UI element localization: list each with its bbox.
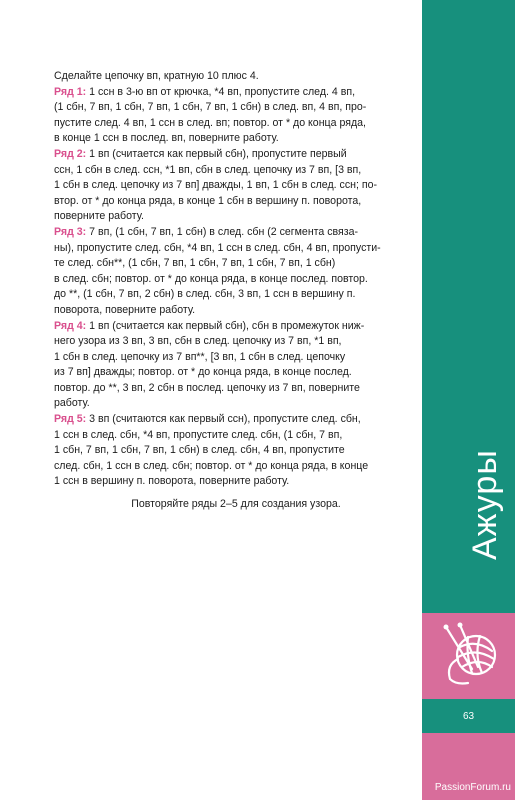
- row-label: Ряд 4:: [54, 319, 87, 332]
- row-text-line: 1 сбн в след. цепочку из 7 вп] дважды, 1 вп, 1 сбн в след. ссн; по-: [54, 179, 378, 192]
- row-text-line: 1 ссн в 3-ю вп от крючка, *4 вп, пропустите след. 4 вп,: [86, 85, 356, 98]
- row-5: [54, 412, 418, 490]
- row-label: Ряд 3:: [54, 225, 87, 238]
- row-text-line: в конце 1 ссн в послед. вп, поверните работу.: [54, 132, 279, 145]
- row-text-line: пустите след. 4 вп, 1 ссн в след. вп; повтор. от * до конца ряда,: [54, 116, 366, 129]
- row-1: [54, 85, 418, 147]
- page-number: 63: [462, 711, 475, 722]
- row-text-line: втор. от * до конца ряда, в конце 1 сбн в вершину п. поворота,: [54, 194, 362, 207]
- row-text-line: в след. сбн; повтор. от * до конца ряда, в конце послед. повтор.: [54, 272, 368, 285]
- row-text-line: из 7 вп] дважды; повтор. от * до конца ряда, в конце послед.: [54, 366, 352, 379]
- row-text-line: работу.: [54, 397, 90, 410]
- row-text-line: 1 сбн, 7 вп, 1 сбн, 7 вп, 1 сбн) в след. сбн, 4 вп, пропустите: [54, 444, 345, 457]
- row-text-line: ны), пропустите след. сбн, *4 вп, 1 ссн в след. сбн, 4 вп, пропусти-: [54, 241, 381, 254]
- row-label: Ряд 5:: [54, 413, 87, 426]
- row-3: [54, 225, 418, 319]
- row-text-line: поверните работу.: [54, 210, 144, 223]
- row-text-line: 1 вп (считается как первый сбн), пропустите первый: [86, 147, 347, 160]
- row-2: [54, 147, 418, 225]
- row-text-line: повтор. до **, 3 вп, 2 сбн в послед. цепочку из 7 вп, поверните: [54, 381, 360, 394]
- row-text-line: 1 вп (считается как первый сбн), сбн в промежуток ниж-: [86, 319, 365, 332]
- row-text-line: до **, (1 сбн, 7 вп, 2 сбн) в след. сбн, 3 вп, 1 ссн в вершину п.: [54, 288, 356, 301]
- row-text-line: 1 ссн в след. сбн, *4 вп, пропустите след. сбн, (1 сбн, 7 вп,: [54, 428, 343, 441]
- row-text-line: те след. сбн**, (1 сбн, 7 вп, 1 сбн, 7 вп, 1 сбн, 7 вп, 1 сбн): [54, 257, 336, 270]
- pattern-instructions: [54, 69, 418, 490]
- repeat-note: Повторяйте ряды 2–5 для создания узора.: [131, 498, 341, 510]
- row-text-line: 7 вп, (1 сбн, 7 вп, 1 сбн) в след. сбн (2 сегмента связа-: [86, 225, 359, 238]
- row-label: Ряд 1:: [54, 85, 87, 98]
- intro-line: Сделайте цепочку вп, кратную 10 плюс 4.: [54, 70, 259, 82]
- row-text-line: след. сбн, 1 ссн в след. сбн; повтор. от * до конца ряда, в конце: [54, 459, 369, 472]
- section-title: Ажуры: [466, 449, 504, 560]
- row-text-line: ссн, 1 сбн в след. ссн, *1 вп, сбн в след. цепочку из 7 вп, [3 вп,: [54, 163, 362, 176]
- row-text-line: (1 сбн, 7 вп, 1 сбн, 7 вп, 1 сбн, 7 вп, 1 сбн) в след. вп, 4 вп, про-: [54, 101, 367, 114]
- row-4: [54, 319, 418, 413]
- row-text-line: 1 сбн в след. цепочку из 7 вп**, [3 вп, 1 сбн в след. цепочку: [54, 350, 346, 363]
- row-label: Ряд 2:: [54, 147, 87, 160]
- watermark: PassionForum.ru: [434, 782, 511, 793]
- row-text-line: него узора из 3 вп, 3 вп, сбн в след. цепочку из 7 вп, *1 вп,: [54, 335, 342, 348]
- row-text-line: 1 ссн в вершину п. поворота, поверните работу.: [54, 475, 290, 488]
- yarn-ball-icon: [438, 621, 502, 691]
- row-text-line: поворота, поверните работу.: [54, 303, 196, 316]
- row-text-line: 3 вп (считаются как первый ссн), пропустите след. сбн,: [86, 413, 361, 426]
